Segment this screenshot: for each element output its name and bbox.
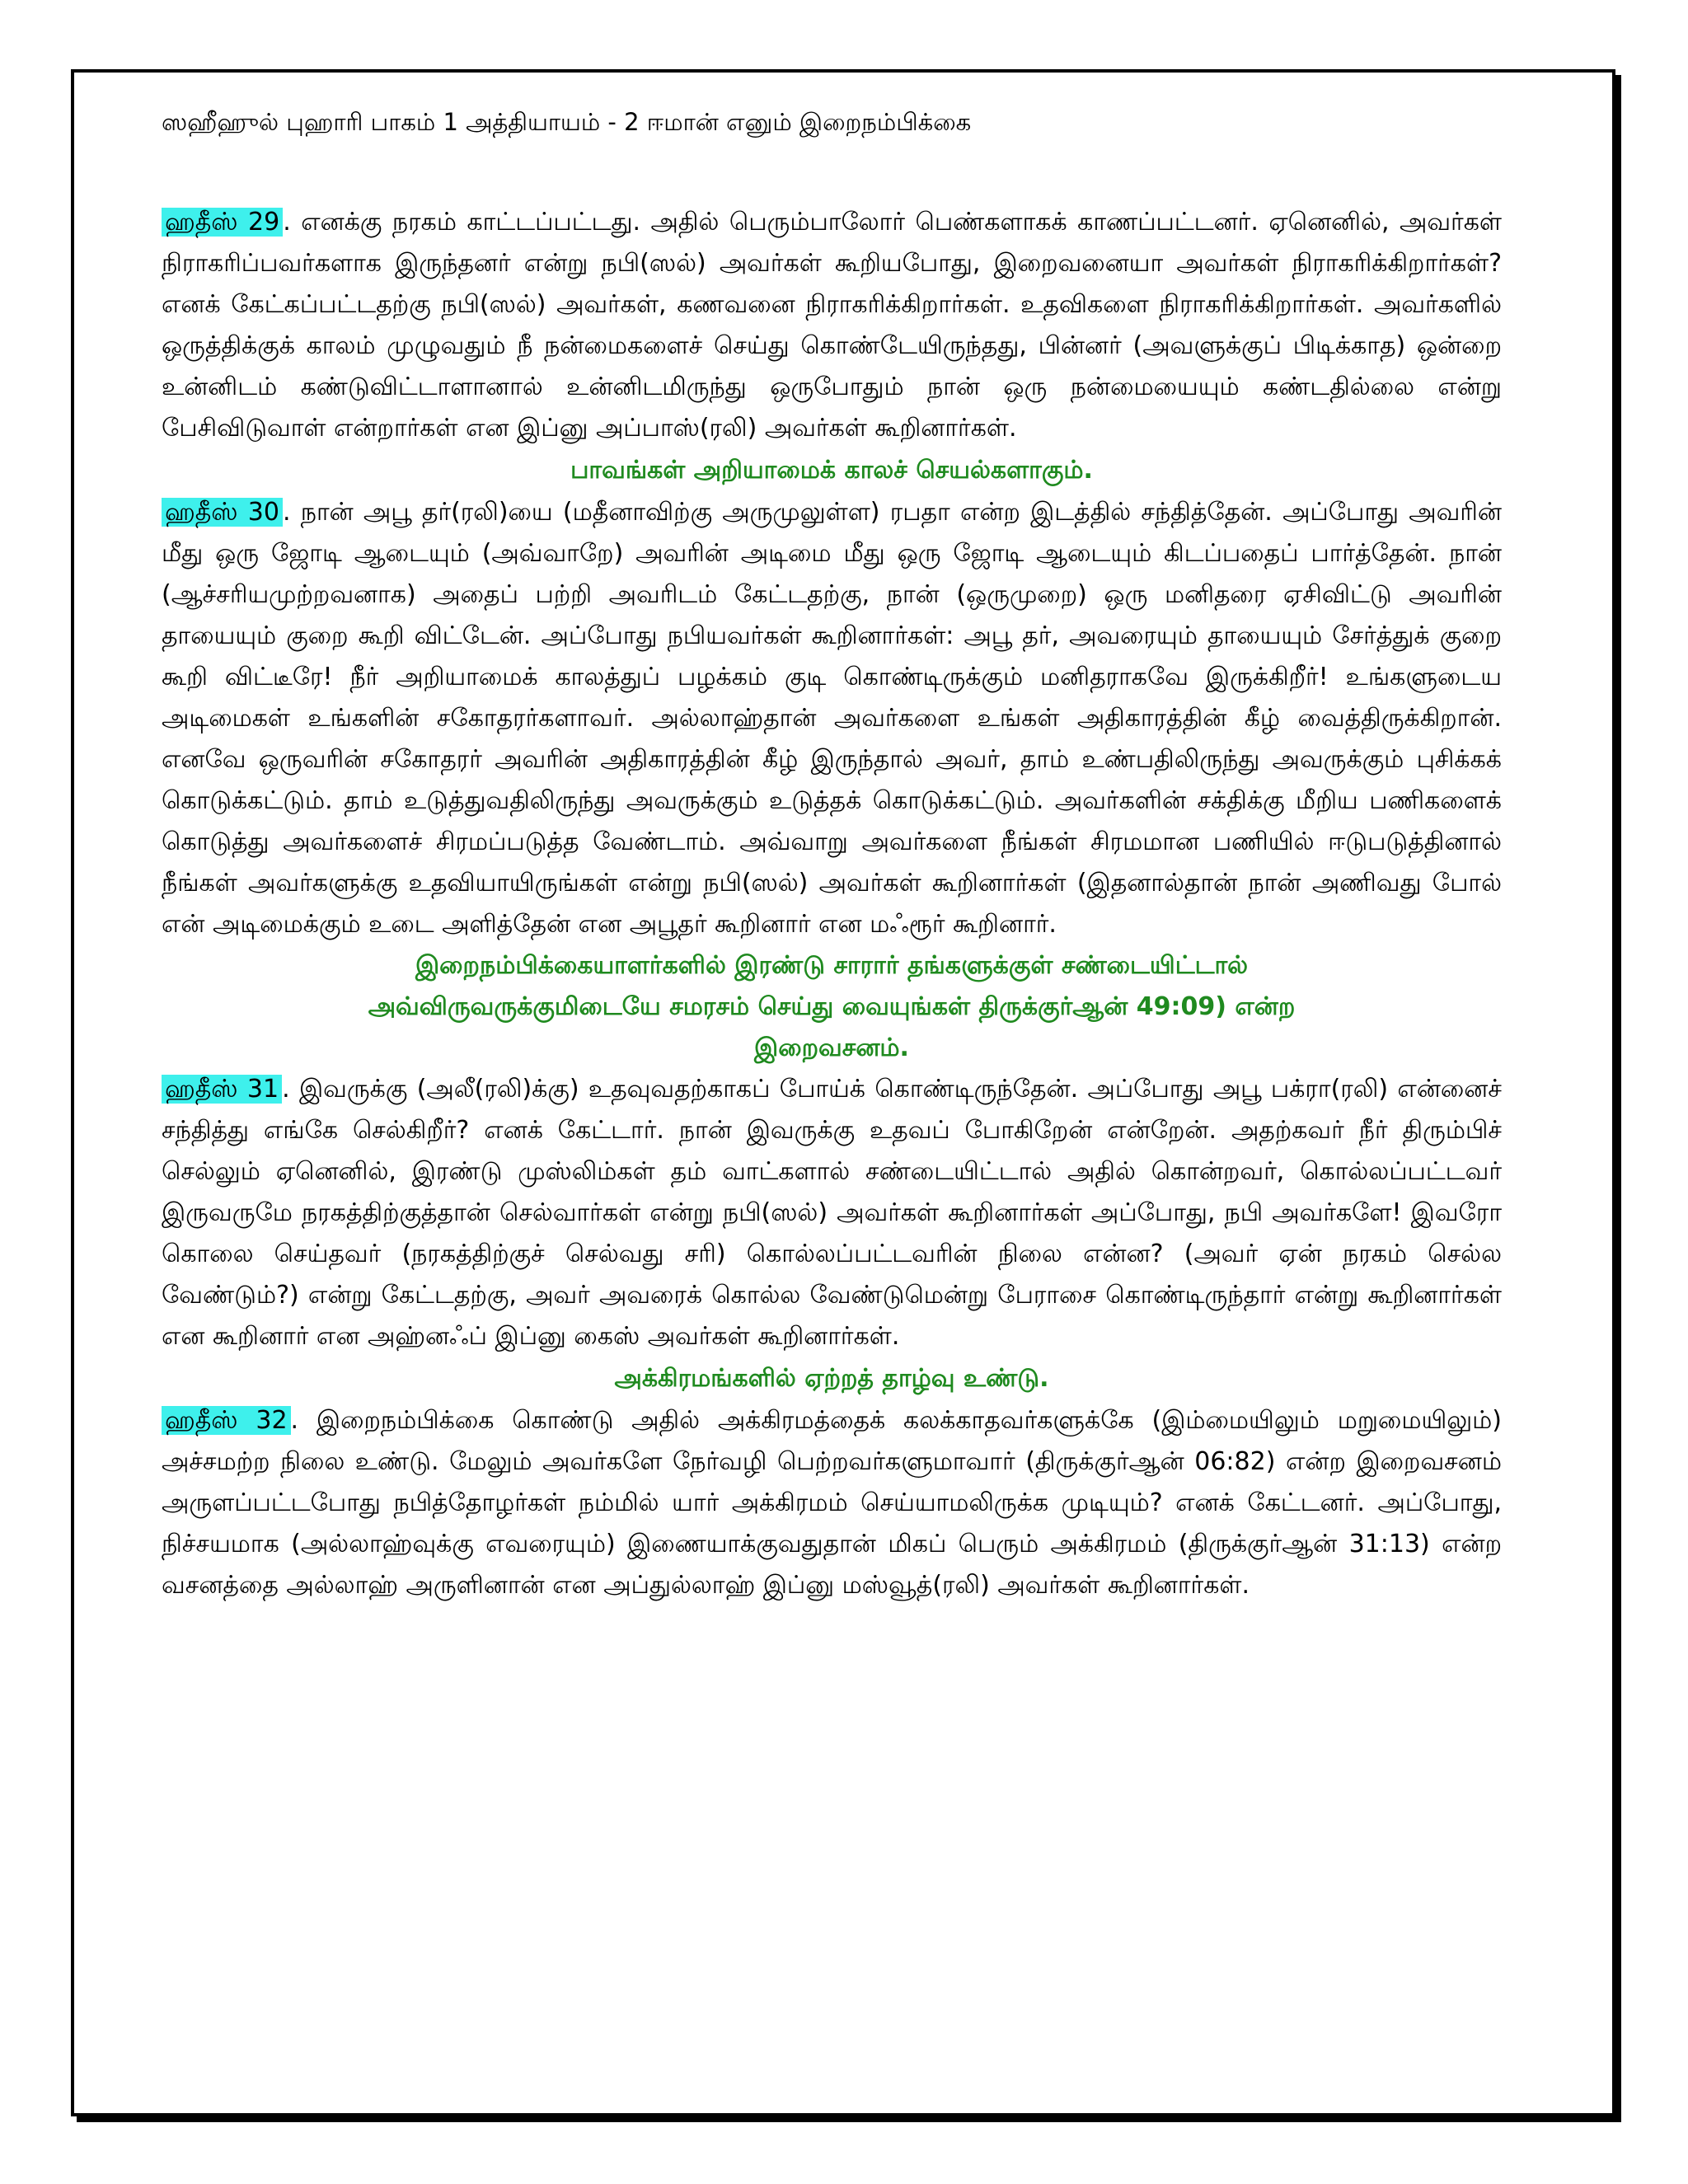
section-heading: பாவங்கள் அறியாமைக் காலச் செயல்களாகும்.: [570, 456, 1093, 485]
hadith-text: . இவருக்கு (அலீ(ரலி)க்கு) உதவுவதற்காகப் போய்க் கொண்டிருந்தேன். அப்போது அபூ பக்ரா(ரலி) என்னைச் சந்தித்து எங்கே செல்கிறீர்? எனக் கேட்டார். நான் இவருக்கு உதவப் போகிறேன் என்றேன். அதற்கவர் நீர் திரும்பிச் செல்லும் ஏனெனில், இரண்டு முஸ்லிம்கள் தம் வாட்களால் சண்டையிட்டால் அதில் கொன்றவர், கொல்லப்பட்டவர் இருவருமே நரகத்திற்குத்தான் செல்வார்கள் என்று நபி(ஸல்) அவர்கள் கூறினார்கள் அப்போது, நபி அவர்களே! இவரோ கொலை செய்தவர் (நரகத்திற்குச் செல்வது சரி) கொல்லப்பட்டவரின் நிலை என்ன? (அவர் ஏன் நரகம் செல்ல வேண்டும்?) என்று கேட்டதற்கு, அவர் அவரைக் கொல்ல வேண்டுமென்று பேராசை கொண்டிருந்தார் என்று கூறினார்கள் என கூறினார் என அஹ்னஃப் இப்னு கைஸ் அவர்கள் கூறினார்கள்.: [162, 1075, 1502, 1351]
document-body: [162, 202, 1502, 1606]
hadith-label: ஹதீஸ் 30: [162, 498, 283, 527]
hadith-label: ஹதீஸ் 32: [162, 1406, 291, 1435]
section-heading: [162, 945, 1502, 1069]
hadith-label: ஹதீஸ் 29: [162, 208, 283, 237]
section-heading: அக்கிரமங்களில் ஏற்றத் தாழ்வு உண்டு.: [614, 1364, 1049, 1393]
hadith-label: ஹதீஸ் 31: [162, 1075, 282, 1104]
heading-line: இறைநம்பிக்கையாளர்களில் இரண்டு சாரார் தங்களுக்குள் சண்டையிட்டால்: [415, 951, 1249, 980]
hadith-text: . எனக்கு நரகம் காட்டப்பட்டது. அதில் பெரும்பாலோர் பெண்களாகக் காணப்பட்டனர். ஏனெனில், அவர்கள் நிராகரிப்பவர்களாக இருந்தனர் என்று நபி(ஸல்) அவர்கள் கூறியபோது, இறைவனையா அவர்கள் நிராகரிக்கிறார்கள்? எனக் கேட்கப்பட்டதற்கு நபி(ஸல்) அவர்கள், கணவனை நிராகரிக்கிறார்கள். உதவிகளை நிராகரிக்கிறார்கள். அவர்களில் ஒருத்திக்குக் காலம் முழுவதும் நீ நன்மைகளைச் செய்து கொண்டேயிருந்தது, பின்னர் (அவளுக்குப் பிடிக்காத) ஒன்றை உன்னிடம் கண்டுவிட்டாளானால் உன்னிடமிருந்து ஒருபோதும் நான் ஒரு நன்மையையும் கண்டதில்லை என்று பேசிவிடுவாள் என்றார்கள் என இப்னு அப்பாஸ்(ரலி) அவர்கள் கூறினார்கள்.: [162, 208, 1502, 443]
hadith-29: [162, 202, 1502, 449]
hadith-text: . நான் அபூ தர்(ரலி)யை (மதீனாவிற்கு அருமுலுள்ள) ரபதா என்ற இடத்தில் சந்தித்தேன். அப்போது அவரின் மீது ஒரு ஜோடி ஆடையும் (அவ்வாறே) அவரின் அடிமை மீது ஒரு ஜோடி ஆடையும் கிடப்பதைப் பார்த்தேன். நான் (ஆச்சரியமுற்றவனாக) அதைப் பற்றி அவரிடம் கேட்டதற்கு, நான் (ஒருமுறை) ஒரு மனிதரை ஏசிவிட்டு அவரின் தாயையும் குறை கூறி விட்டேன். அப்போது நபியவர்கள் கூறினார்கள்: அபூ தர், அவரையும் தாயையும் சேர்த்துக் குறை கூறி விட்டீரே! நீர் அறியாமைக் காலத்துப் பழக்கம் குடி கொண்டிருக்கும் மனிதராகவே இருக்கிறீர்! உங்களுடைய அடிமைகள் உங்களின் சகோதரர்களாவர். அல்லாஹ்தான் அவர்களை உங்கள் அதிகாரத்தின் கீழ் வைத்திருக்கிறான். எனவே ஒருவரின் சகோதரர் அவரின் அதிகாரத்தின் கீழ் இருந்தால் அவர், தாம் உண்பதிலிருந்து அவருக்கும் புசிக்கக் கொடுக்கட்டும். தாம் உடுத்துவதிலிருந்து அவருக்கும் உடுத்தக் கொடுக்கட்டும். அவர்களின் சக்திக்கு மீறிய பணிகளைக் கொடுத்து அவர்களைச் சிரமப்படுத்த வேண்டாம். அவ்வாறு அவர்களை நீங்கள் சிரமமான பணியில் ஈடுபடுத்தினால் நீங்கள் அவர்களுக்கு உதவியாயிருங்கள் என்று நபி(ஸல்) அவர்கள் கூறினார்கள் (இதனால்தான் நான் அணிவது போல் என் அடிமைக்கும் உடை அளித்தேன் என அபூதர் கூறினார் என மஃரூர் கூறினார்.: [162, 498, 1502, 939]
hadith-31: [162, 1069, 1502, 1357]
heading-line: இறைவசனம்.: [754, 1033, 909, 1062]
heading-line: அவ்விருவருக்குமிடையே சமரசம் செய்து வையுங்கள் திருக்குர்ஆன் 49:09) என்ற: [368, 992, 1296, 1021]
hadith-32: [162, 1400, 1502, 1606]
hadith-30: [162, 492, 1502, 945]
page-header: ஸஹீஹுல் புஹாரி பாகம் 1 அத்தியாயம் - 2 ஈமான் எனும் இறைநம்பிக்கை: [162, 108, 972, 136]
hadith-text: . இறைநம்பிக்கை கொண்டு அதில் அக்கிரமத்தைக் கலக்காதவர்களுக்கே (இம்மையிலும் மறுமையிலும்) அச்சமற்ற நிலை உண்டு. மேலும் அவர்களே நேர்வழி பெற்றவர்களுமாவார் (திருக்குர்ஆன் 06:82) என்ற இறைவசனம் அருளப்பட்டபோது நபித்தோழர்கள் நம்மில் யார் அக்கிரமம் செய்யாமலிருக்க முடியும்? எனக் கேட்டனர். அப்போது, நிச்சயமாக (அல்லாஹ்வுக்கு எவரையும்) இணையாக்குவதுதான் மிகப் பெரும் அக்கிரமம் (திருக்குர்ஆன் 31:13) என்ற வசனத்தை அல்லாஹ் அருளினான் என அப்துல்லாஹ் இப்னு மஸ்வூத்(ரலி) அவர்கள் கூறினார்கள்.: [162, 1406, 1503, 1600]
